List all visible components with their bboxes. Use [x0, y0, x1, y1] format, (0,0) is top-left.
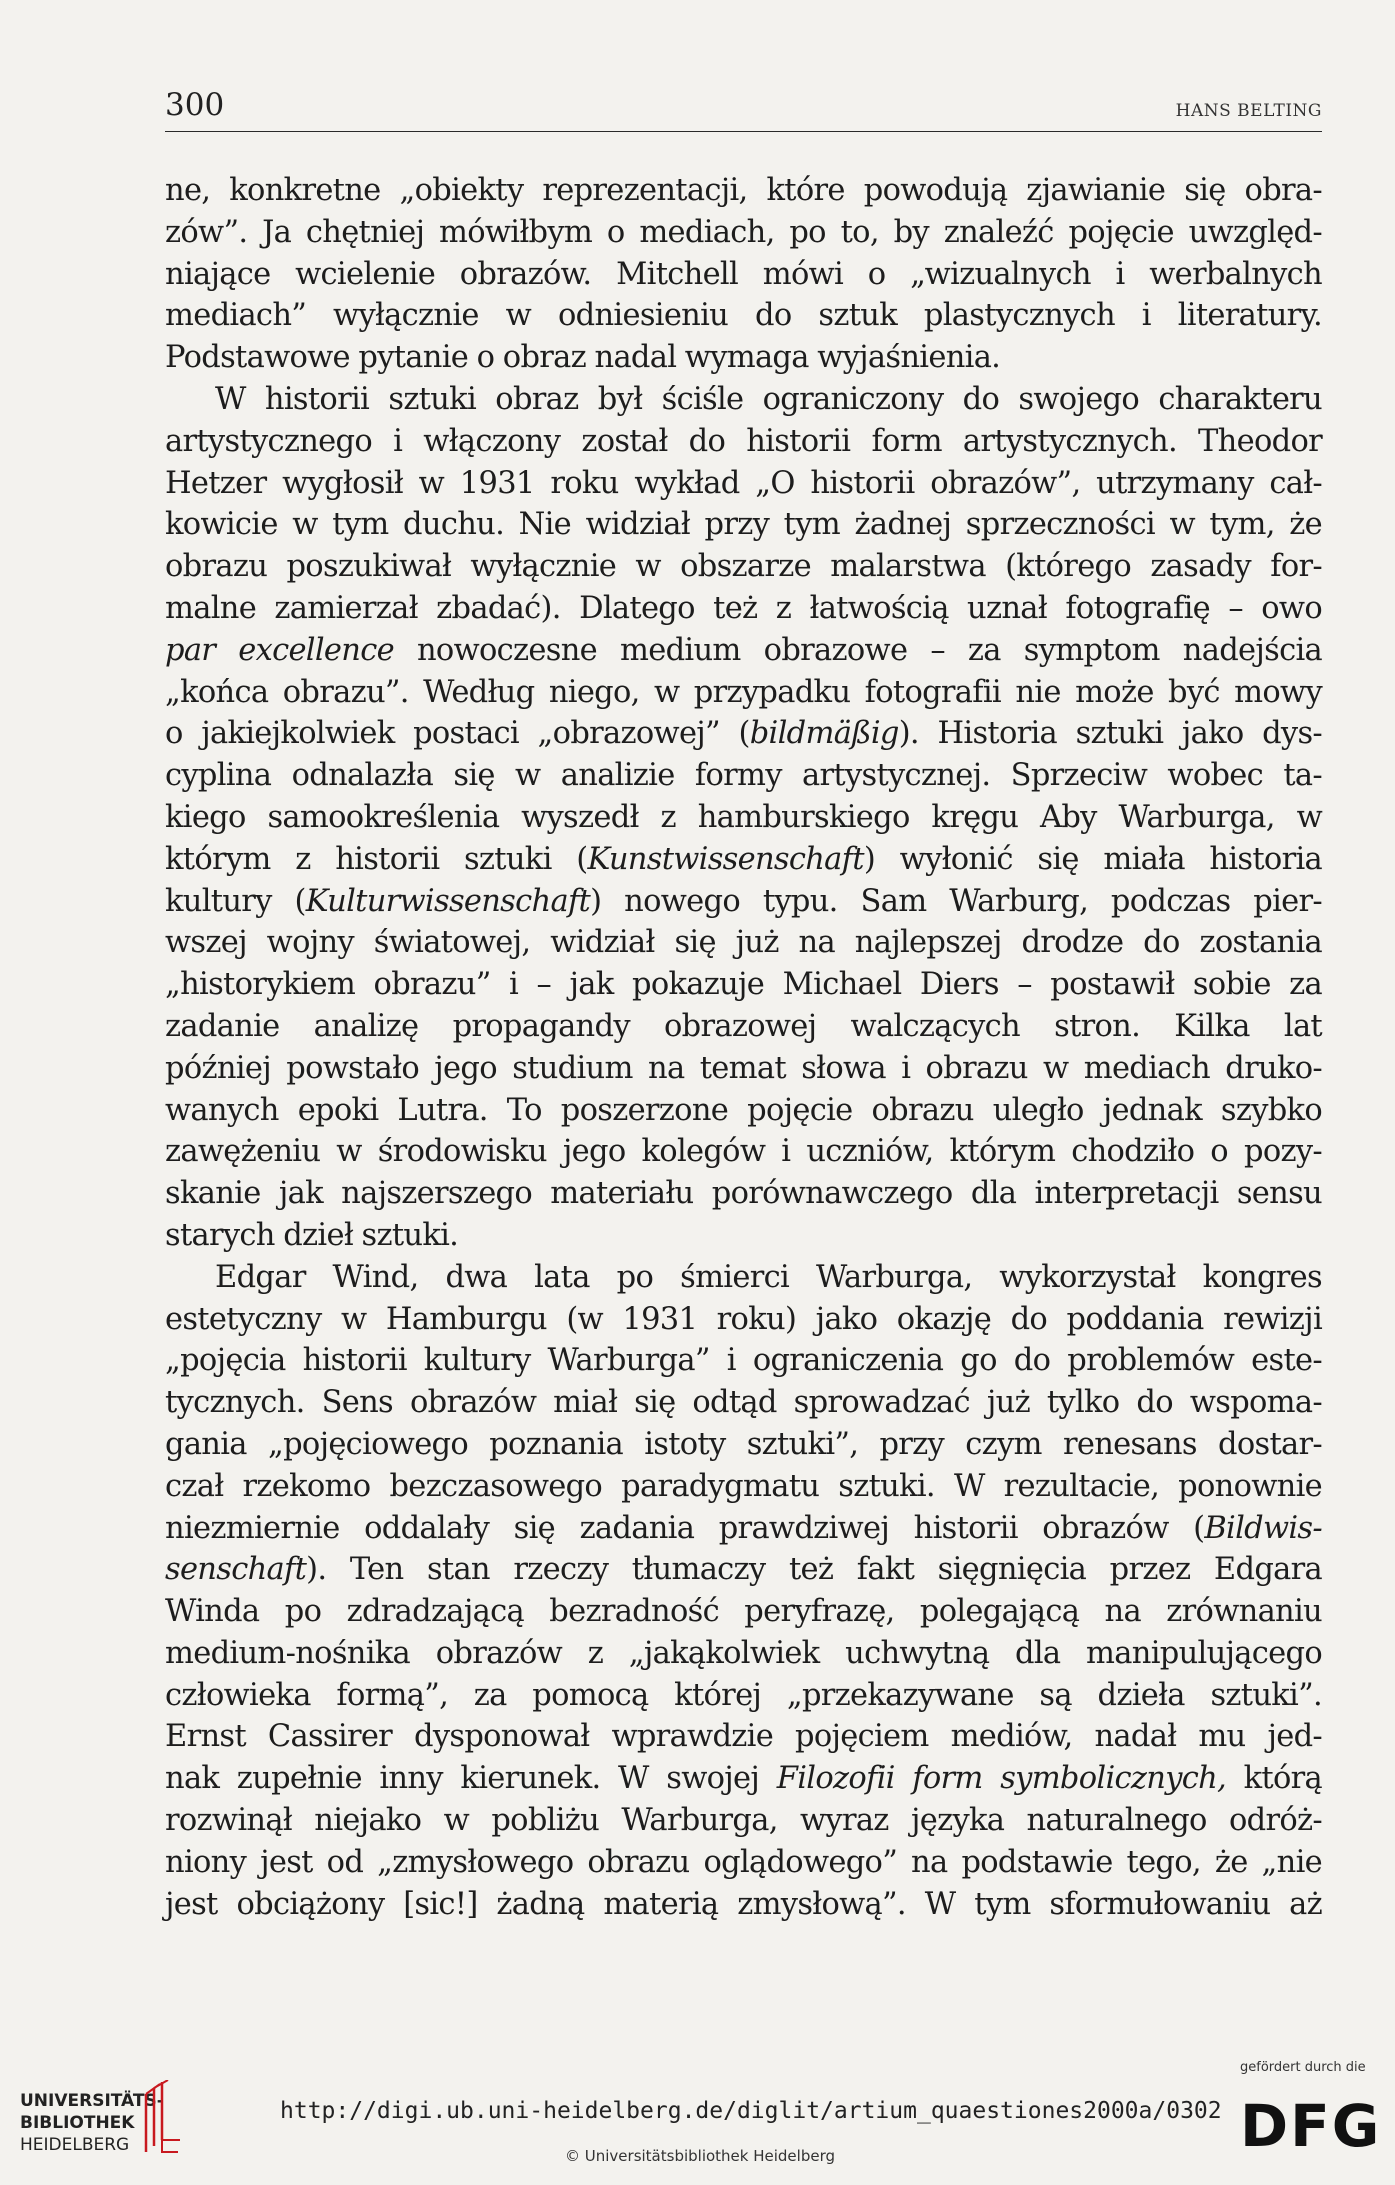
text-segment: którym z historii sztuki (: [165, 841, 588, 877]
text-line: [165, 922, 1322, 964]
text-segment: tycznych. Sens obrazów miał się odtąd sprowadzać już tylko do wspoma-: [165, 1385, 1322, 1421]
text-line: [165, 546, 1322, 588]
text-segment: ). Historia sztuki jako dys-: [898, 716, 1322, 752]
text-line: [165, 1675, 1322, 1717]
italic-term: par excellence: [165, 632, 394, 668]
text-line: [165, 630, 1322, 672]
italic-term: Filozofii form symbolicznych,: [776, 1761, 1227, 1797]
library-name-line: UNIVERSITÄTS-: [20, 2091, 164, 2111]
text-line: [165, 421, 1322, 463]
italic-term: Kunstwissenschaft: [587, 841, 864, 877]
text-segment: zadanie analizę propagandy obrazowej walczących stron. Kilka lat: [165, 1008, 1322, 1044]
text-line: [165, 463, 1322, 505]
text-line: [165, 1884, 1322, 1926]
italic-term: senschaft: [165, 1552, 307, 1588]
text-line: [165, 1424, 1322, 1466]
text-segment: kultury (: [165, 883, 306, 919]
text-segment: Winda po zdradzającą bezradność peryfrazę, polegającą na zrównaniu: [165, 1594, 1322, 1630]
text-segment: czał rzekomo bezczasowego paradygmatu sztuki. W rezultacie, ponownie: [165, 1468, 1322, 1504]
text-segment: kowicie w tym duchu. Nie widział przy tym żadnej sprzeczności w tym, że: [165, 507, 1322, 543]
text-line: [165, 337, 1322, 379]
text-line: [165, 1131, 1322, 1173]
library-name-line: BIBLIOTHEK: [20, 2113, 135, 2133]
text-segment: artystycznego i włączony został do historii form artystycznych. Theodor: [165, 423, 1322, 459]
italic-term: Bildwis-: [1204, 1510, 1322, 1546]
text-line: [165, 881, 1322, 923]
body-text: [165, 170, 1322, 1925]
text-segment: „historykiem obrazu” i – jak pokazuje Michael Diers – postawił sobie za: [165, 967, 1322, 1003]
text-line: [165, 1716, 1322, 1758]
text-line: [165, 1549, 1322, 1591]
copyright-notice: © Universitätsbibliothek Heidelberg: [565, 2147, 836, 2165]
text-segment: niezmiernie oddalały się zadania prawdziwej historii obrazów (: [165, 1510, 1205, 1546]
text-line: [165, 1048, 1322, 1090]
text-line: [165, 170, 1322, 212]
text-line: [165, 1299, 1322, 1341]
text-line: [165, 1591, 1322, 1633]
funded-by-label: gefördert durch die: [1240, 2060, 1366, 2075]
dfg-logo: DFG: [1240, 2092, 1382, 2160]
text-segment: mediach” wyłącznie w odniesieniu do sztuk plastycznych i literatury.: [165, 298, 1322, 334]
text-segment: o jakiejkolwiek postaci „obrazowej” (: [165, 716, 750, 752]
text-line: [165, 1257, 1322, 1299]
text-line: [165, 1173, 1322, 1215]
text-segment: „końca obrazu”. Według niego, w przypadku fotografii nie może być mowy: [165, 674, 1322, 710]
text-segment: człowieka formą”, za pomocą której „przekazywane są dzieła sztuki”.: [165, 1677, 1322, 1713]
text-line: [165, 295, 1322, 337]
text-line: [165, 588, 1322, 630]
text-segment: Hetzer wygłosił w 1931 roku wykład „O historii obrazów”, utrzymany cał-: [165, 465, 1322, 501]
text-segment: Podstawowe pytanie o obraz nadal wymaga wyjaśnienia.: [165, 340, 1001, 376]
text-segment: gania „pojęciowego poznania istoty sztuki”, przy czym renesans dostar-: [165, 1426, 1322, 1462]
text-segment: nowoczesne medium obrazowe – za symptom nadejścia: [393, 632, 1322, 668]
text-segment: estetyczny w Hamburgu (w 1931 roku) jako okazję do poddania rewizji: [165, 1301, 1322, 1337]
library-name-line: HEIDELBERG: [20, 2135, 130, 2155]
text-line: [165, 672, 1322, 714]
text-line: [165, 1758, 1322, 1800]
text-segment: starych dzieł sztuki.: [165, 1217, 459, 1253]
text-segment: wszej wojny światowej, widział się już na najlepszej drodze do zostania: [165, 925, 1322, 961]
text-segment: obrazu poszukiwał wyłącznie w obszarze malarstwa (którego zasady for-: [165, 549, 1322, 585]
text-line: [165, 1006, 1322, 1048]
source-url-link[interactable]: http://digi.ub.uni-heidelberg.de/diglit/artium_quaestiones2000a/0302: [280, 2098, 1222, 2124]
text-line: [165, 755, 1322, 797]
text-segment: malne zamierzał zbadać). Dlatego też z łatwością uznał fotografię – owo: [165, 590, 1322, 626]
text-line: [165, 1340, 1322, 1382]
text-segment: ne, konkretne „obiekty reprezentacji, które powodują zjawianie się obra-: [165, 173, 1322, 208]
text-segment: nak zupełnie inny kierunek. W swojej: [165, 1761, 777, 1797]
text-line: [165, 964, 1322, 1006]
running-head: HANS BELTING: [1175, 101, 1322, 121]
text-segment: kiego samookreślenia wyszedł z hamburskiego kręgu Aby Warburga, w: [165, 799, 1322, 835]
text-segment: niony jest od „zmysłowego obrazu oglądowego” na podstawie tego, że „nie: [165, 1844, 1322, 1880]
text-line: [165, 1215, 1322, 1257]
text-line: [165, 1842, 1322, 1884]
text-segment: zów”. Ja chętniej mówiłbym o mediach, po to, by znaleźć pojęcie uwzględ-: [165, 214, 1322, 250]
paragraph: [165, 379, 1322, 1257]
text-line: [165, 1800, 1322, 1842]
text-segment: skanie jak najszerszego materiału porównawczego dla interpretacji sensu: [165, 1176, 1322, 1212]
text-line: [165, 212, 1322, 254]
text-segment: niające wcielenie obrazów. Mitchell mówi o „wizualnych i werbalnych: [165, 256, 1322, 292]
text-line: [165, 1466, 1322, 1508]
paragraph: [165, 1257, 1322, 1926]
page-footer: [0, 2040, 1395, 2185]
italic-term: Kulturwissenschaft: [305, 883, 591, 919]
text-line: [165, 504, 1322, 546]
text-segment: W historii sztuki obraz był ściśle ograniczony do swojego charakteru: [215, 381, 1322, 417]
text-segment: Edgar Wind, dwa lata po śmierci Warburga, wykorzystał kongres: [215, 1259, 1322, 1295]
text-segment: medium-nośnika obrazów z „jakąkolwiek uchwytną dla manipulującego: [165, 1635, 1322, 1671]
text-segment: jest obciążony [sic!] żadną materią zmysłową”. W tym sformułowaniu aż: [165, 1886, 1322, 1922]
text-line: [165, 839, 1322, 881]
text-line: [165, 713, 1322, 755]
paragraph: [165, 170, 1322, 379]
text-segment: którą: [1226, 1761, 1322, 1797]
text-line: [165, 1382, 1322, 1424]
text-line: [165, 254, 1322, 296]
library-emblem-icon: [140, 2080, 188, 2160]
text-line: [165, 1090, 1322, 1132]
page-header: [165, 85, 1322, 132]
text-segment: później powstało jego studium na temat słowa i obrazu w mediach druko-: [165, 1050, 1322, 1086]
text-line: [165, 379, 1322, 421]
text-line: [165, 1633, 1322, 1675]
text-segment: cyplina odnalazła się w analizie formy artystycznej. Sprzeciw wobec ta-: [165, 758, 1322, 794]
text-segment: zawężeniu w środowisku jego kolegów i uczniów, którym chodziło o pozy-: [165, 1134, 1322, 1170]
text-segment: ) wyłonić się miała historia: [863, 841, 1322, 877]
text-line: [165, 1508, 1322, 1550]
text-segment: wanych epoki Lutra. To poszerzone pojęcie obrazu uległo jednak szybko: [165, 1092, 1322, 1128]
text-line: [165, 797, 1322, 839]
text-segment: ). Ten stan rzeczy tłumaczy też fakt sięgnięcia przez Edgara: [306, 1552, 1322, 1588]
text-segment: „pojęcia historii kultury Warburga” i ograniczenia go do problemów este-: [165, 1343, 1322, 1379]
text-segment: rozwinął niejako w pobliżu Warburga, wyraz języka naturalnego odróż-: [165, 1803, 1322, 1839]
italic-term: bildmäßig: [749, 716, 899, 752]
text-segment: Ernst Cassirer dysponował wprawdzie pojęciem mediów, nadał mu jed-: [165, 1719, 1322, 1755]
text-segment: ) nowego typu. Sam Warburg, podczas pier-: [590, 883, 1322, 919]
page-number: 300: [165, 87, 225, 123]
